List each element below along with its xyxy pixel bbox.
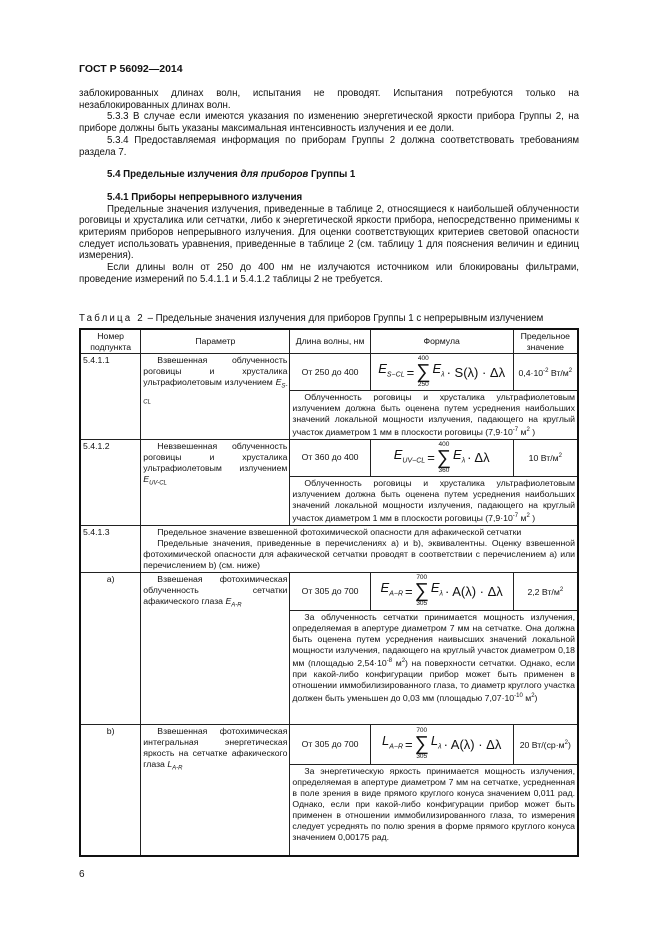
limit-value-cell — [513, 354, 578, 391]
formula-lhs: $E_{S-CL}$ — [378, 361, 405, 379]
superscript: 2 — [401, 657, 406, 664]
item-number: 5.4.1.3 — [80, 525, 141, 572]
superscript: 2 — [568, 367, 573, 374]
column-header: Номер подпункта — [80, 329, 141, 354]
text-segment: ) — [529, 512, 536, 523]
formula — [382, 727, 501, 761]
table-row — [80, 572, 578, 610]
superscript: -2 — [543, 367, 549, 374]
lower-limit: 305 — [416, 753, 428, 761]
formula — [378, 355, 505, 389]
text-segment: ) — [534, 692, 538, 703]
heading-part: 5.4 Предельные излучения — [107, 169, 241, 181]
text-segment: ) — [529, 426, 536, 437]
superscript: 2 — [559, 586, 564, 593]
wavelength-cell: От 360 до 400 — [290, 439, 370, 476]
column-header: Формула — [370, 329, 513, 354]
item-number: 5.4.1.1 — [80, 354, 141, 440]
formula — [394, 441, 490, 475]
parameter-cell: Взвешеная фотохимическая облученность сетчатки афакического глаза $E_{A-R}$ — [141, 572, 290, 724]
formula-term: $E_\lambda$ — [430, 580, 443, 599]
parameter-cell: Невзвешенная облученность роговицы и хрусталика ультрафиолетовым излучением $E_{UV-CL}$ — [141, 439, 290, 525]
formula-cell — [370, 724, 513, 764]
paragraph: незаблокированных длинах волн. — [79, 99, 231, 111]
sum-sign: 700 ∑ 305 — [414, 574, 429, 608]
column-header: Предельное значение — [513, 329, 578, 354]
superscript: 2 — [558, 453, 562, 460]
text-segment: Облученность роговицы и хрусталика ультрафиолетовым излучением должна быть оценена путем усреднения наибольших значений локальной мощности излучения, падающего на круглый участок диаметром 1 мм в плоскости роговицы (7,9·10 — [292, 392, 575, 437]
limit-value-cell — [513, 724, 578, 764]
superscript: 2 — [531, 692, 535, 699]
document-header: ГОСТ Р 56092—2014 — [79, 63, 183, 75]
formula-lhs: $L_{A-R}$ — [381, 733, 404, 752]
text-segment: ) — [567, 739, 571, 750]
note-cell — [290, 476, 578, 525]
upper-limit: 400 — [438, 440, 450, 448]
text-segment: 10 Вт/м — [528, 453, 559, 464]
text-segment: За облученность сетчатки принимается мощность излучения, определяемая в апертуре диаметром 7 мм на сетчатке. Она должна быть оценена путем усреднения наивысших значений локальной мощности излучения, падающего на круглый участок диаметром 0,18 мм (площадью 2,54·10 — [292, 611, 575, 668]
note-cell — [290, 391, 578, 440]
formula-rest: · S(λ) · Δλ — [446, 364, 506, 380]
column-header: Длина волны, нм — [290, 329, 370, 354]
item-number: а) — [80, 572, 141, 724]
equals-sign: = — [427, 450, 435, 466]
lower-limit: 360 — [438, 466, 450, 474]
superscript: 2 — [526, 427, 530, 433]
table-row — [80, 724, 578, 764]
text-segment: Облученность роговицы и хрусталика ультрафиолетовым излучением должна быть оценена путем усреднения наибольших значений локальной мощности излучения, падающего на круглый участок диаметром 1 мм в плоскости роговицы (7,9·10 — [292, 477, 575, 523]
lower-limit: 305 — [416, 600, 428, 608]
upper-limit: 700 — [416, 574, 428, 582]
sum-sign: 400 ∑ 360 — [436, 440, 452, 474]
text-segment: 0,4·10 — [518, 367, 544, 378]
formula-rest: · Δλ — [467, 450, 490, 466]
item-number: 5.4.1.2 — [80, 439, 141, 525]
paragraph: заблокированных длинах волн, испытания не проводят. Испытания потребуются только на — [79, 88, 579, 99]
formula-cell — [370, 572, 513, 610]
paragraph: 5.3.4 Предоставляемая информация по приборам Группы 2 должна соответствовать требованиям раздела 7. — [79, 134, 579, 158]
item-number: b) — [80, 724, 141, 856]
sum-sign: 400 ∑ 250 — [416, 355, 431, 388]
formula-term: $E_\lambda$ — [453, 447, 466, 465]
paragraph: 5.3.3 В случае если имеются указания по изменению энергетической яркости прибора Группы 2, на приборе должны быть указаны максимальная интенсивность излучения и ее доли. — [79, 111, 579, 135]
paragraph: Если длины волн от 250 до 400 нм не излучаются источником или блокированы фильтрами, проведение измерений по 5.4.1.1 и 5.4.1.2 таблицы 2 не требуется. — [79, 262, 579, 285]
equals-sign: = — [405, 736, 413, 752]
body-text — [79, 88, 579, 286]
formula-cell — [370, 354, 513, 391]
heading-part: для приборов — [240, 169, 309, 181]
text-segment: м — [392, 657, 402, 668]
superscript: -8 — [386, 657, 393, 664]
wavelength-cell: От 305 до 700 — [290, 572, 370, 610]
wavelength-cell: От 305 до 700 — [290, 724, 370, 764]
equals-sign: = — [405, 583, 413, 599]
table-header-row — [80, 329, 578, 354]
subsection-heading: 5.4.1 Приборы непрерывного излучения — [107, 191, 303, 203]
formula-term: $E_\lambda$ — [432, 361, 445, 379]
text-segment: 20 Вт/(ср·м — [519, 739, 565, 750]
parameter-cell: Взвешенная облученность роговицы и хрусталика ультрафиолетовым излучением $E_{S-CL}$ — [141, 354, 290, 440]
formula-term: $L_\lambda$ — [430, 733, 442, 752]
formula-lhs: $E_{A-R}$ — [380, 580, 404, 599]
text-segment: Вт/м — [548, 367, 569, 378]
formula-rest: · A(λ) · Δλ — [445, 583, 503, 599]
text-segment: ) на поверхности сетчатки. Однако, если при какой-либо конфигурации прибор может быть применен в отношении иммобилизированного глаза, то диаметр круглого участка должен быть уменьшен до 0,03 мм (площадью 7,07·10 — [292, 657, 575, 703]
text-segment: м — [518, 512, 527, 523]
text-segment: м — [518, 426, 527, 437]
superscript: -7 — [512, 512, 519, 519]
limit-value-cell — [513, 439, 578, 476]
superscript: -10 — [514, 692, 523, 699]
table-caption — [79, 313, 581, 324]
text-segment: м — [522, 692, 532, 703]
superscript: 2 — [564, 739, 568, 746]
section-description: Предельное значение взвешенной фотохимической опасности для афакической сетчатки Предельные значения, приведенные в перечислениях а) и b), эквивалентны. Оценку взвешенной фотохимической опасности для афакической сетчатки проводят в соответствии с перечислением а) или перечислением b) (см. ниже) — [141, 525, 578, 572]
note-cell — [290, 764, 578, 856]
formula-cell — [370, 439, 513, 476]
superscript: -7 — [512, 427, 519, 433]
formula — [381, 574, 503, 608]
lower-limit: 250 — [417, 381, 429, 388]
text-segment: 2,2 Вт/м — [527, 586, 560, 597]
note-cell — [290, 610, 578, 724]
formula-lhs: $E_{UV-CL}$ — [393, 447, 426, 465]
table-row — [80, 354, 578, 391]
caption-text: – Предельные значения излучения для приборов Группы 1 с непрерывным излучением — [144, 313, 544, 324]
page-number: 6 — [79, 869, 85, 880]
section-heading — [79, 169, 579, 181]
limit-value-cell — [513, 572, 578, 610]
text-segment: За энергетическую яркость принимается мощность излучения, определяемая в апертуре диаметром 7 мм на сетчатке, усредненная в поле зрения в виде прямого круглого конуса значением 0,011 рад. Однако, если при какой-либо конфигурации прибор может быть применен в отношении иммобилизированного глаза, то измерения следует усреднять по полю зрения в форме прямого круглого конуса значением 0,00175 рад. — [292, 765, 575, 842]
caption-label: Таблица 2 — [79, 313, 145, 324]
formula-rest: · A(λ) · Δλ — [443, 736, 502, 752]
wavelength-cell: От 250 до 400 — [290, 354, 370, 391]
table-row — [80, 525, 578, 572]
superscript: 2 — [526, 512, 530, 519]
upper-limit: 400 — [417, 355, 429, 362]
sum-sign: 700 ∑ 305 — [414, 727, 429, 761]
paragraph: Предельные значения излучения, приведенные в таблице 2, относящиеся к наибольшей облученности роговицы и хрусталика или сетчатки, либо к энергетической яркости прибора, непосредственно применимы к критериям приборов непрерывного излучения. Для оценки соответствующих критериев световой опасности следует использовать уравнения, приведенные в таблице 2 (см. таблицу 1 для пояснения величин и единиц измерения). — [79, 203, 579, 262]
column-header: Параметр — [141, 329, 290, 354]
heading-part: Группы 1 — [308, 169, 356, 181]
table-row — [80, 439, 578, 476]
limits-table — [79, 328, 579, 857]
parameter-cell: Взвешенная фотохимическая интегральная энергетическая яркость на сетчатке афакического глаза $L_{A-R}$ — [141, 724, 290, 856]
equals-sign: = — [406, 364, 415, 380]
upper-limit: 700 — [416, 727, 428, 735]
